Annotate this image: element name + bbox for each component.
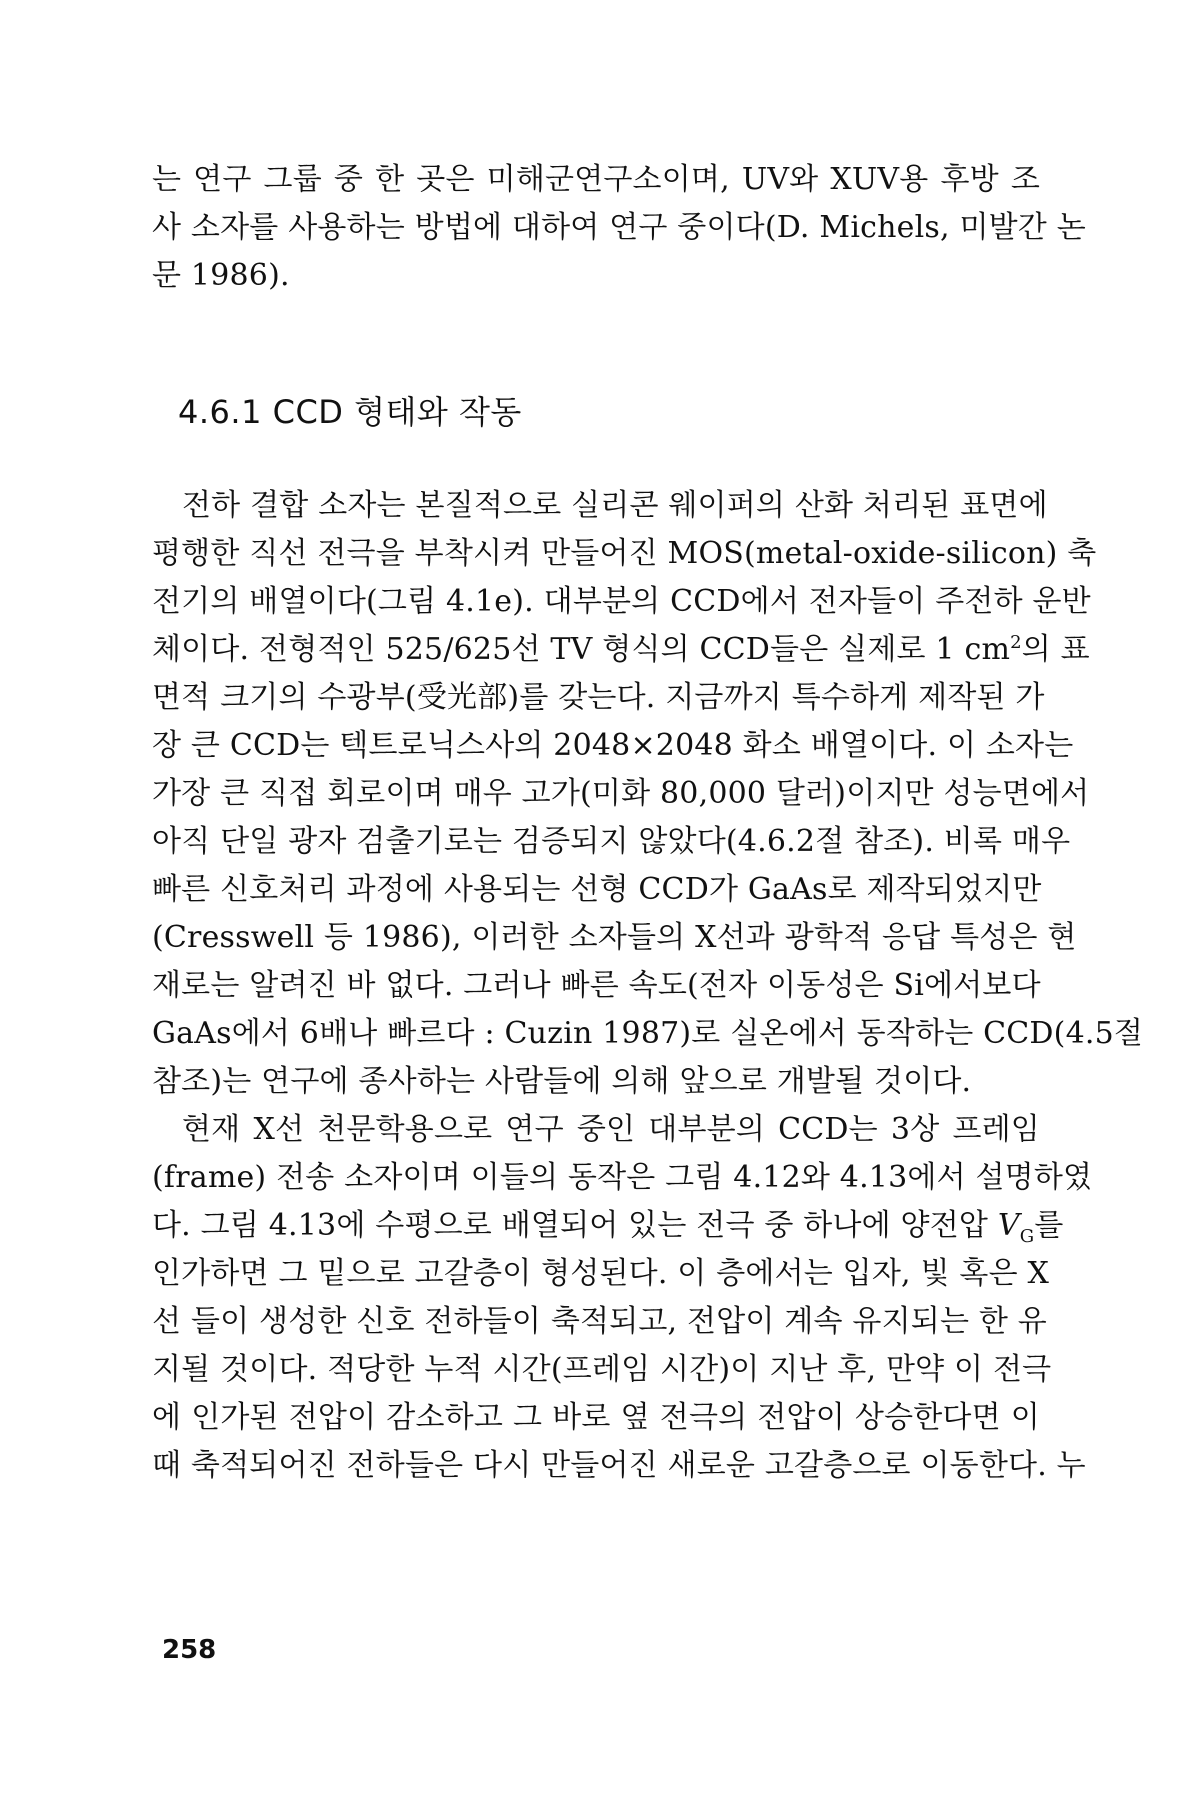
text-segment: 체이다. 전형적인 525/625선 TV 형식의 CCD들은 실제로 1 cm <box>152 632 1011 667</box>
text-line: GaAs에서 6배나 빠르다 : Cuzin 1987)로 실온에서 동작하는 CCD(4.5절 <box>152 1016 1144 1051</box>
text-line: (Cresswell 등 1986), 이러한 소자들의 X선과 광학적 응답 특성은 현 <box>152 920 1077 955</box>
paragraph-ccd-structure <box>152 482 1144 1106</box>
superscript: 2 <box>1010 632 1022 653</box>
text-line: 지될 것이다. 적당한 누적 시간(프레임 시간)이 지난 후, 만약 이 전극 <box>152 1352 1052 1387</box>
voltage-subscript: G <box>1019 1226 1035 1247</box>
text-line: 빠른 신호처리 과정에 사용되는 선형 CCD가 GaAs로 제작되었지만 <box>152 872 1042 907</box>
text-segment: 의 표 <box>1021 632 1090 667</box>
text-segment: 다. 그림 4.13에 수평으로 배열되어 있는 전극 중 하나에 양전압 <box>152 1208 998 1243</box>
text-line: 평행한 직선 전극을 부착시켜 만들어진 MOS(metal-oxide-silicon) 축 <box>152 536 1097 571</box>
text-segment: 를 <box>1034 1208 1064 1243</box>
text-line: 때 축적되어진 전하들은 다시 만들어진 새로운 고갈층으로 이동한다. 누 <box>152 1448 1086 1483</box>
text-line: 문 1986). <box>152 258 290 293</box>
voltage-symbol: V <box>997 1208 1020 1243</box>
intro-paragraph <box>152 156 1086 300</box>
paragraph-frame-transfer <box>152 1106 1093 1490</box>
text-line: 사 소자를 사용하는 방법에 대하여 연구 중이다(D. Michels, 미발간 논 <box>152 210 1086 245</box>
section-heading: 4.6.1 CCD 형태와 작동 <box>178 393 522 431</box>
text-line: 에 인가된 전압이 감소하고 그 바로 옆 전극의 전압이 상승한다면 이 <box>152 1400 1040 1435</box>
text-line-with-superscript <box>152 626 1090 674</box>
text-line: 아직 단일 광자 검출기로는 검증되지 않았다(4.6.2절 참조). 비록 매우 <box>152 824 1071 859</box>
text-line: 장 큰 CCD는 텍트로닉스사의 2048×2048 화소 배열이다. 이 소자는 <box>152 728 1074 763</box>
text-line: 전하 결합 소자는 본질적으로 실리콘 웨이퍼의 산화 처리된 표면에 <box>182 488 1048 523</box>
text-line: (frame) 전송 소자이며 이들의 동작은 그림 4.12와 4.13에서 설명하였 <box>152 1160 1093 1195</box>
text-line: 선 들이 생성한 신호 전하들이 축적되고, 전압이 계속 유지되는 한 유 <box>152 1304 1047 1339</box>
text-line: 재로는 알려진 바 없다. 그러나 빠른 속도(전자 이동성은 Si에서보다 <box>152 968 1041 1003</box>
page-number: 258 <box>162 1635 217 1665</box>
text-line: 면적 크기의 수광부(受光部)를 갖는다. 지금까지 특수하게 제작된 가 <box>152 680 1045 715</box>
text-line: 참조)는 연구에 종사하는 사람들에 의해 앞으로 개발될 것이다. <box>152 1064 972 1099</box>
text-line: 전기의 배열이다(그림 4.1e). 대부분의 CCD에서 전자들이 주전하 운반 <box>152 584 1091 619</box>
text-line: 인가하면 그 밑으로 고갈층이 형성된다. 이 층에서는 입자, 빛 혹은 X <box>152 1256 1050 1291</box>
text-line: 가장 큰 직접 회로이며 매우 고가(미화 80,000 달러)이지만 성능면에서 <box>152 776 1090 811</box>
text-line: 현재 X선 천문학용으로 연구 중인 대부분의 CCD는 3상 프레임 <box>182 1112 1040 1147</box>
text-line-with-symbol <box>152 1202 1064 1250</box>
text-line: 는 연구 그룹 중 한 곳은 미해군연구소이며, UV와 XUV용 후방 조 <box>152 162 1040 197</box>
